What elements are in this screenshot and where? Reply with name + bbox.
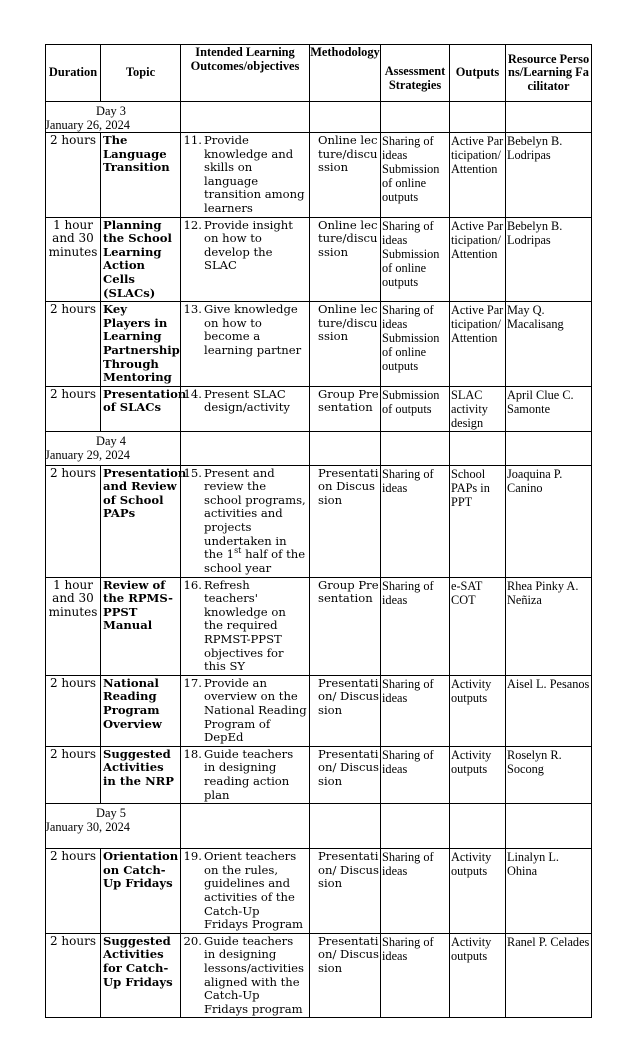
outcome-text: Present and review the school programs, activities and projects undertaken in the 1st half of the school year <box>204 465 306 575</box>
outputs-cell: Active Participation/ Attention <box>450 217 506 302</box>
header-methodology: Methodology <box>310 45 381 102</box>
outputs-cell: School PAPs in PPT <box>450 465 506 577</box>
day-label: Day 3 <box>96 104 126 118</box>
outcome-cell <box>181 386 310 431</box>
table-row <box>46 849 592 934</box>
outcome-number: 14. <box>183 386 202 401</box>
topic-cell: Suggested Activities in the NRP <box>101 746 181 803</box>
day-row <box>46 431 592 465</box>
outcome-cell <box>181 465 310 577</box>
topic-cell: Presentation and Review of School PAPs <box>101 465 181 577</box>
outcome-cell <box>181 933 310 1018</box>
outputs-cell: Activity outputs <box>450 675 506 746</box>
assessment-cell: Submission of outputs <box>381 386 450 431</box>
outcome-number: 11. <box>183 133 202 147</box>
outcome-number: 13. <box>183 302 202 317</box>
outcome-cell <box>181 849 310 934</box>
outcome-number: 20. <box>183 933 202 948</box>
table-row <box>46 746 592 803</box>
day-label-cell <box>46 804 181 849</box>
outcome-text: Provide an overview on the National Reading Program of DepEd <box>204 675 307 745</box>
resource-cell: Bebelyn B. Lodripas <box>506 217 592 302</box>
table-row <box>46 465 592 577</box>
outcome-text: Present SLAC design/activity <box>204 386 290 415</box>
topic-cell: Review of the RPMS-PPST Manual <box>101 577 181 675</box>
outputs-cell: Activity outputs <box>450 933 506 1018</box>
outputs-cell: Active Participation/ Attention <box>450 302 506 387</box>
table-row <box>46 133 592 218</box>
duration-cell: 2 hours <box>46 465 101 577</box>
table-row <box>46 217 592 302</box>
methodology-cell: Online lecture/discussion <box>310 302 381 387</box>
day-row <box>46 804 592 849</box>
training-schedule-table <box>45 44 592 1018</box>
resource-cell: May Q. Macalisang <box>506 302 592 387</box>
methodology-cell: Presentation/ Discussion <box>310 933 381 1018</box>
topic-cell: National Reading Program Overview <box>101 675 181 746</box>
outputs-cell: Active Participation/ Attention <box>450 133 506 218</box>
topic-cell: Key Players in Learning Partnership Through Mentoring <box>101 302 181 387</box>
header-outputs: Outputs <box>450 45 506 102</box>
resource-cell: April Clue C. Samonte <box>506 386 592 431</box>
outcome-text: Provide insight on how to develop the SLAC <box>204 217 293 273</box>
resource-cell: Linalyn L. Ohina <box>506 849 592 934</box>
header-row <box>46 45 592 102</box>
assessment-cell: Sharing of ideas <box>381 675 450 746</box>
resource-cell: Roselyn R. Socong <box>506 746 592 803</box>
header-outcomes: Intended Learning Outcomes/objectives <box>181 45 310 102</box>
table-row <box>46 577 592 675</box>
outcome-cell <box>181 217 310 302</box>
duration-cell: 2 hours <box>46 933 101 1018</box>
resource-cell: Rhea Pinky A. Neñiza <box>506 577 592 675</box>
day-label-cell <box>46 431 181 465</box>
outcome-text: Guide teachers in designing lessons/activities aligned with the Catch-Up Fridays program <box>204 933 304 1016</box>
methodology-cell: Group Presentation <box>310 386 381 431</box>
outcome-text: Orient teachers on the rules, guidelines and activities of the Catch-Up Fridays Program <box>204 849 304 932</box>
header-resource: Resource Persons/Learning Facilitator <box>506 45 592 102</box>
outputs-cell: e-SAT COT <box>450 577 506 675</box>
methodology-cell: Group Presentation <box>310 577 381 675</box>
day-row <box>46 102 592 133</box>
assessment-cell: Sharing of ideas Submission of online outputs <box>381 302 450 387</box>
methodology-cell: Presentation/ Discussion <box>310 746 381 803</box>
day-date: January 30, 2024 <box>45 820 130 835</box>
day-date: January 29, 2024 <box>45 447 130 462</box>
day-label: Day 4 <box>96 433 126 448</box>
table-row <box>46 386 592 431</box>
header-topic: Topic <box>101 45 181 102</box>
header-assessment: Assessment Strategies <box>381 45 450 102</box>
duration-cell: 2 hours <box>46 133 101 218</box>
resource-cell: Bebelyn B. Lodripas <box>506 133 592 218</box>
methodology-cell: Online lecture/discussion <box>310 133 381 218</box>
resource-cell: Joaquina P. Canino <box>506 465 592 577</box>
outputs-cell: Activity outputs <box>450 746 506 803</box>
day-date: January 26, 2024 <box>45 118 130 132</box>
outcome-text: Provide knowledge and skills on language transition among learners <box>204 133 305 215</box>
resource-cell: Aisel L. Pesanos <box>506 675 592 746</box>
outcome-number: 19. <box>183 849 202 864</box>
outcome-number: 16. <box>183 577 202 592</box>
duration-cell: 1 hour and 30 minutes <box>46 577 101 675</box>
assessment-cell: Sharing of ideas <box>381 465 450 577</box>
assessment-cell: Sharing of ideas <box>381 849 450 934</box>
duration-cell: 2 hours <box>46 675 101 746</box>
duration-cell: 1 hour and 30 minutes <box>46 217 101 302</box>
topic-cell: Orientation on Catch-Up Fridays <box>101 849 181 934</box>
duration-cell: 2 hours <box>46 386 101 431</box>
day-label: Day 5 <box>96 806 126 821</box>
duration-cell: 2 hours <box>46 746 101 803</box>
outputs-cell: SLAC activity design <box>450 386 506 431</box>
outcome-cell <box>181 133 310 218</box>
methodology-cell: Online lecture/discussion <box>310 217 381 302</box>
table-row <box>46 302 592 387</box>
methodology-cell: Presentation/ Discussion <box>310 675 381 746</box>
topic-cell: The Language Transition <box>101 133 181 218</box>
outcome-number: 15. <box>183 465 202 480</box>
assessment-cell: Sharing of ideas <box>381 746 450 803</box>
methodology-cell: Presentation Discussion <box>310 465 381 577</box>
table-row <box>46 933 592 1018</box>
outcome-text: Give knowledge on how to become a learning partner <box>204 302 302 357</box>
header-duration: Duration <box>46 45 101 102</box>
outcome-number: 12. <box>183 217 202 232</box>
assessment-cell: Sharing of ideas Submission of online outputs <box>381 217 450 302</box>
outcome-cell <box>181 302 310 387</box>
assessment-cell: Sharing of ideas Submission of online outputs <box>381 133 450 218</box>
duration-cell: 2 hours <box>46 302 101 387</box>
table-row <box>46 675 592 746</box>
outcome-cell <box>181 675 310 746</box>
topic-cell: Suggested Activities for Catch-Up Fridays <box>101 933 181 1018</box>
topic-cell: Presentation of SLACs <box>101 386 181 431</box>
outputs-cell: Activity outputs <box>450 849 506 934</box>
topic-cell: Planning the School Learning Action Cells (SLACs) <box>101 217 181 302</box>
outcome-cell <box>181 746 310 803</box>
outcome-cell <box>181 577 310 675</box>
outcome-text: Guide teachers in designing reading action plan <box>204 746 294 802</box>
resource-cell: Ranel P. Celades <box>506 933 592 1018</box>
assessment-cell: Sharing of ideas <box>381 577 450 675</box>
outcome-number: 17. <box>183 675 202 690</box>
assessment-cell: Sharing of ideas <box>381 933 450 1018</box>
methodology-cell: Presentation/ Discussion <box>310 849 381 934</box>
duration-cell: 2 hours <box>46 849 101 934</box>
outcome-text: Refresh teachers' knowledge on the required RPMST-PPST objectives for this SY <box>204 577 286 674</box>
outcome-number: 18. <box>183 746 202 761</box>
day-label-cell <box>46 102 181 133</box>
